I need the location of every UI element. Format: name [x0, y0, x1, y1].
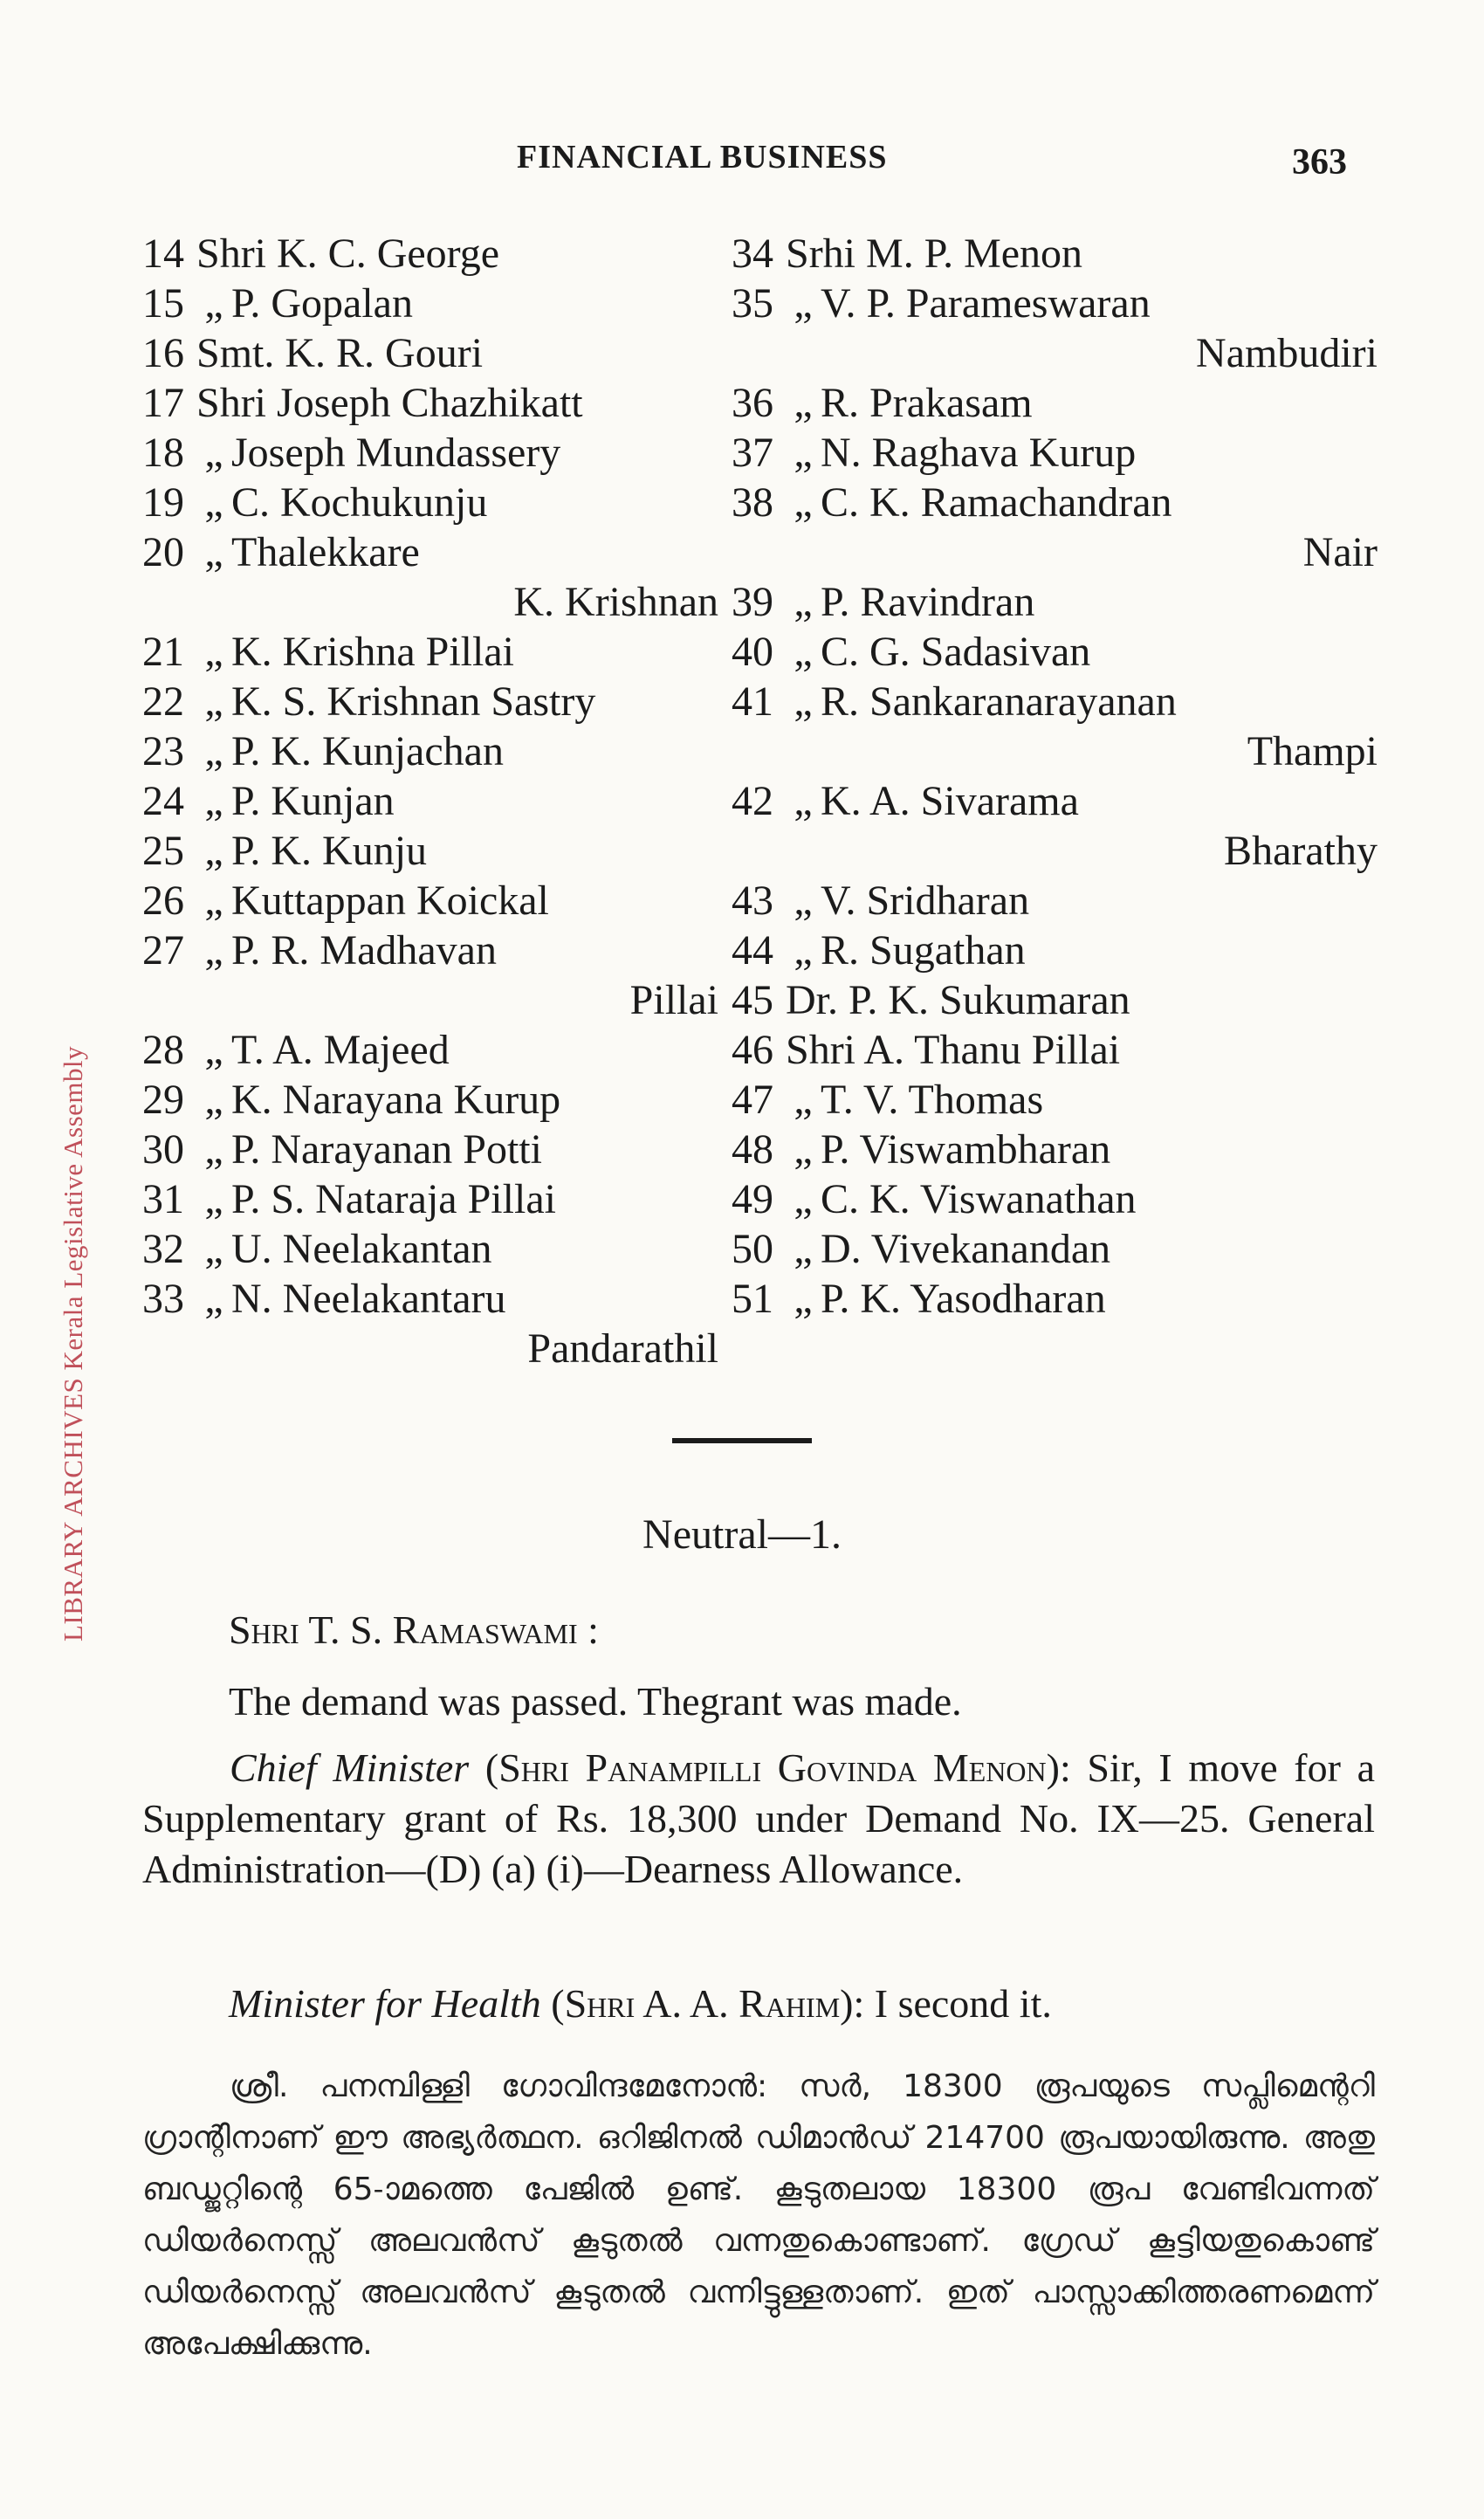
ditto-marker: „ [204, 529, 223, 575]
member-name: K. Narayana Kurup [231, 1077, 561, 1123]
ditto-marker: „ [794, 380, 813, 426]
ditto-marker: „ [794, 1176, 813, 1222]
neutral-member: Shri T. S. Ramaswami : [229, 1607, 599, 1652]
member-row [732, 229, 1378, 279]
ditto-marker: „ [204, 1077, 223, 1123]
ditto-marker: „ [204, 629, 223, 675]
ditto-marker: „ [794, 629, 813, 675]
member-number: 22 [142, 678, 184, 725]
member-number: 29 [142, 1077, 184, 1123]
member-number: 24 [142, 778, 184, 824]
ditto-marker: „ [204, 1276, 223, 1322]
ditto-marker: „ [204, 280, 223, 327]
member-row [142, 677, 718, 726]
member-name: P. Ravindran [821, 579, 1035, 625]
member-name: K. S. Krishnan Sastry [231, 678, 596, 725]
member-name-continuation: Nambudiri [1196, 330, 1378, 376]
member-name: P. R. Madhavan [231, 927, 497, 974]
member-name: Shri A. Thanu Pillai [786, 1027, 1121, 1073]
member-row [142, 1125, 718, 1174]
members-list-right [732, 229, 1378, 1324]
ditto-marker: „ [794, 1276, 813, 1322]
member-row [732, 1075, 1378, 1125]
member-number: 41 [732, 678, 773, 725]
member-row [732, 1174, 1378, 1224]
member-row [732, 926, 1378, 975]
member-number: 40 [732, 629, 773, 675]
ditto-marker: „ [794, 927, 813, 974]
member-row [732, 975, 1378, 1025]
ditto-marker: „ [204, 1226, 223, 1272]
member-name: U. Neelakantan [231, 1226, 492, 1272]
ditto-marker: „ [204, 678, 223, 725]
member-number: 30 [142, 1126, 184, 1173]
member-row [142, 1174, 718, 1224]
member-name: P. Gopalan [231, 280, 413, 327]
member-row [732, 478, 1378, 527]
member-row [142, 378, 718, 428]
member-row [142, 926, 718, 975]
member-row [142, 726, 718, 776]
member-name-continuation: Pandarathil [527, 1325, 718, 1372]
member-row [142, 328, 718, 378]
member-number: 38 [732, 479, 773, 526]
member-row [142, 826, 718, 876]
ditto-marker: „ [794, 878, 813, 924]
member-number: 23 [142, 728, 184, 774]
ditto-marker: „ [204, 878, 223, 924]
member-row [732, 378, 1378, 428]
member-number: 32 [142, 1226, 184, 1272]
health-minister-second [229, 1979, 1372, 2029]
ditto-marker: „ [794, 678, 813, 725]
member-number: 44 [732, 927, 773, 974]
ditto-marker: „ [794, 579, 813, 625]
member-row [732, 279, 1378, 328]
member-number: 20 [142, 529, 184, 575]
ditto-marker: „ [204, 479, 223, 526]
member-name: P. S. Nataraja Pillai [231, 1176, 556, 1222]
member-name-continuation: Pillai [629, 977, 718, 1023]
page-number: 363 [1292, 142, 1347, 182]
member-row [732, 876, 1378, 926]
member-number: 42 [732, 778, 773, 824]
ditto-marker: „ [794, 479, 813, 526]
ditto-marker: „ [794, 1126, 813, 1173]
member-row [142, 1075, 718, 1125]
ditto-marker: „ [204, 828, 223, 874]
health-minister-name: (Shri A. A. Rahim): [551, 1981, 865, 2026]
member-name: N. Raghava Kurup [821, 430, 1137, 476]
running-title: FINANCIAL BUSINESS [517, 139, 888, 176]
member-name: R. Sugathan [821, 927, 1026, 974]
chief-minister-name: (Shri Panampilli Govinda Menon): [484, 1745, 1071, 1790]
member-name: R. Sankaranarayanan [821, 678, 1177, 725]
ditto-marker: „ [204, 927, 223, 974]
member-number: 19 [142, 479, 184, 526]
member-name-continuation: Thampi [1247, 728, 1378, 774]
member-number: 14 [142, 231, 184, 277]
member-name-continuation: Bharathy [1224, 828, 1378, 874]
demand-result: The demand was passed. Thegrant was made. [229, 1679, 962, 1724]
member-name: Srhi M. P. Menon [786, 231, 1083, 277]
ditto-marker: „ [794, 1077, 813, 1123]
member-row [142, 776, 718, 826]
member-number: 27 [142, 927, 184, 974]
member-row [142, 229, 718, 279]
member-number: 33 [142, 1276, 184, 1322]
member-number: 36 [732, 380, 773, 426]
member-number: 35 [732, 280, 773, 327]
member-name: P. K. Yasodharan [821, 1276, 1106, 1322]
member-name: P. Kunjan [231, 778, 395, 824]
member-name: T. A. Majeed [231, 1027, 450, 1073]
member-name: C. Kochukunju [231, 479, 488, 526]
member-row [732, 627, 1378, 677]
member-number: 26 [142, 878, 184, 924]
member-row [732, 577, 1378, 627]
member-number: 18 [142, 430, 184, 476]
ditto-marker: „ [794, 778, 813, 824]
member-number: 48 [732, 1126, 773, 1173]
member-row [142, 1224, 718, 1274]
member-number: 51 [732, 1276, 773, 1322]
member-name: N. Neelakantaru [231, 1276, 506, 1322]
member-row [142, 876, 718, 926]
member-row [142, 1025, 718, 1075]
ditto-marker: „ [204, 1027, 223, 1073]
member-number: 45 [732, 977, 773, 1023]
member-number: 49 [732, 1176, 773, 1222]
member-row [142, 527, 718, 577]
neutral-heading: Neutral—1. [642, 1511, 842, 1558]
health-minister-text: I second it. [874, 1981, 1052, 2026]
member-name: Shri K. C. George [196, 231, 500, 277]
member-name: T. V. Thomas [821, 1077, 1044, 1123]
members-list-left [142, 229, 718, 1373]
member-name: Smt. K. R. Gouri [196, 330, 484, 376]
member-name: C. G. Sadasivan [821, 629, 1091, 675]
member-row [142, 1274, 718, 1324]
member-number: 34 [732, 231, 773, 277]
member-name: V. P. Parameswaran [821, 280, 1151, 327]
member-number: 16 [142, 330, 184, 376]
member-row [142, 478, 718, 527]
chief-minister-role: Chief Minister [230, 1745, 470, 1790]
ditto-marker: „ [204, 430, 223, 476]
member-number: 39 [732, 579, 773, 625]
member-name: P. K. Kunju [231, 828, 428, 874]
member-name: Joseph Mundassery [231, 430, 561, 476]
ditto-marker: „ [204, 728, 223, 774]
ditto-marker: „ [794, 280, 813, 327]
member-number: 47 [732, 1077, 773, 1123]
member-number: 37 [732, 430, 773, 476]
member-name-continuation: K. Krishnan [513, 579, 718, 625]
archive-watermark: LIBRARY ARCHIVES Kerala Legislative Assembly [58, 1045, 88, 1641]
member-row [142, 627, 718, 677]
member-row [732, 776, 1378, 826]
member-number: 15 [142, 280, 184, 327]
member-name: Shri Joseph Chazhikatt [196, 380, 583, 426]
member-number: 17 [142, 380, 184, 426]
ditto-marker: „ [204, 778, 223, 824]
malayalam-speech: ശ്രീ. പനമ്പിള്ളി ഗോവിന്ദമേനോൻ: സർ, 18300 രൂപയുടെ സപ്ലിമെന്ററി ഗ്രാന്റിനാണ് ഈ അഭ്യർത്ഥന. ഒറിജിനൽ ഡിമാൻഡ് 214700 രൂപയായിരുന്നു. അതു ബഡ്ജറ്റിന്റെ 65-ാമത്തെ പേജിൽ ഉണ്ട്. കൂടുതലായ 18300 രൂപ വേണ്ടിവന്നത് ഡിയർനെസ്സ് അലവൻസ് കൂടുതൽ വന്നതുകൊണ്ടാണ്. ഗ്രേഡ് കൂട്ടിയതുകൊണ്ട് ഡിയർനെസ്സ് അലവൻസ് കൂടുതൽ വന്നിട്ടുള്ളതാണ്. ഇത് പാസ്സാക്കിത്തരണമെന്ന് അപേക്ഷിക്കുന്നു. [142, 2068, 1375, 2362]
member-row [732, 677, 1378, 726]
member-name: Dr. P. K. Sukumaran [786, 977, 1130, 1023]
member-name: R. Prakasam [821, 380, 1033, 426]
member-number: 31 [142, 1176, 184, 1222]
member-name: P. K. Kunjachan [231, 728, 504, 774]
member-number: 25 [142, 828, 184, 874]
ditto-marker: „ [794, 430, 813, 476]
member-name: P. Viswambharan [821, 1126, 1111, 1173]
member-name: Kuttappan Koickal [231, 878, 549, 924]
member-name: K. A. Sivarama [821, 778, 1079, 824]
member-row [732, 1125, 1378, 1174]
member-name: Thalekkare [231, 529, 420, 575]
member-name: K. Krishna Pillai [231, 629, 514, 675]
ditto-marker: „ [204, 1176, 223, 1222]
member-row [142, 428, 718, 478]
member-row [142, 279, 718, 328]
ditto-marker: „ [794, 1226, 813, 1272]
member-number: 50 [732, 1226, 773, 1272]
member-row [732, 1224, 1378, 1274]
chief-minister-motion [142, 1743, 1375, 1895]
member-name-continuation: Nair [1302, 529, 1378, 575]
member-number: 43 [732, 878, 773, 924]
member-row [732, 428, 1378, 478]
member-name: P. Narayanan Potti [231, 1126, 542, 1173]
ditto-marker: „ [204, 1126, 223, 1173]
section-divider [672, 1438, 812, 1443]
chief-minister-text: Sir, I move for a Supplementary grant of Rs. 18,300 under Demand No. IX—25. General Administration—(D) (a) (i)—Dearness Allowance. [142, 1745, 1375, 1891]
member-row [732, 1025, 1378, 1075]
member-number: 28 [142, 1027, 184, 1073]
member-name: D. Vivekanandan [821, 1226, 1111, 1272]
health-minister-role: Minister for Health [229, 1981, 541, 2026]
member-name: V. Sridharan [821, 878, 1030, 924]
member-number: 21 [142, 629, 184, 675]
member-name: C. K. Ramachandran [821, 479, 1172, 526]
member-number: 46 [732, 1027, 773, 1073]
member-row [732, 1274, 1378, 1324]
page-header [0, 138, 1484, 190]
member-name: C. K. Viswanathan [821, 1176, 1137, 1222]
